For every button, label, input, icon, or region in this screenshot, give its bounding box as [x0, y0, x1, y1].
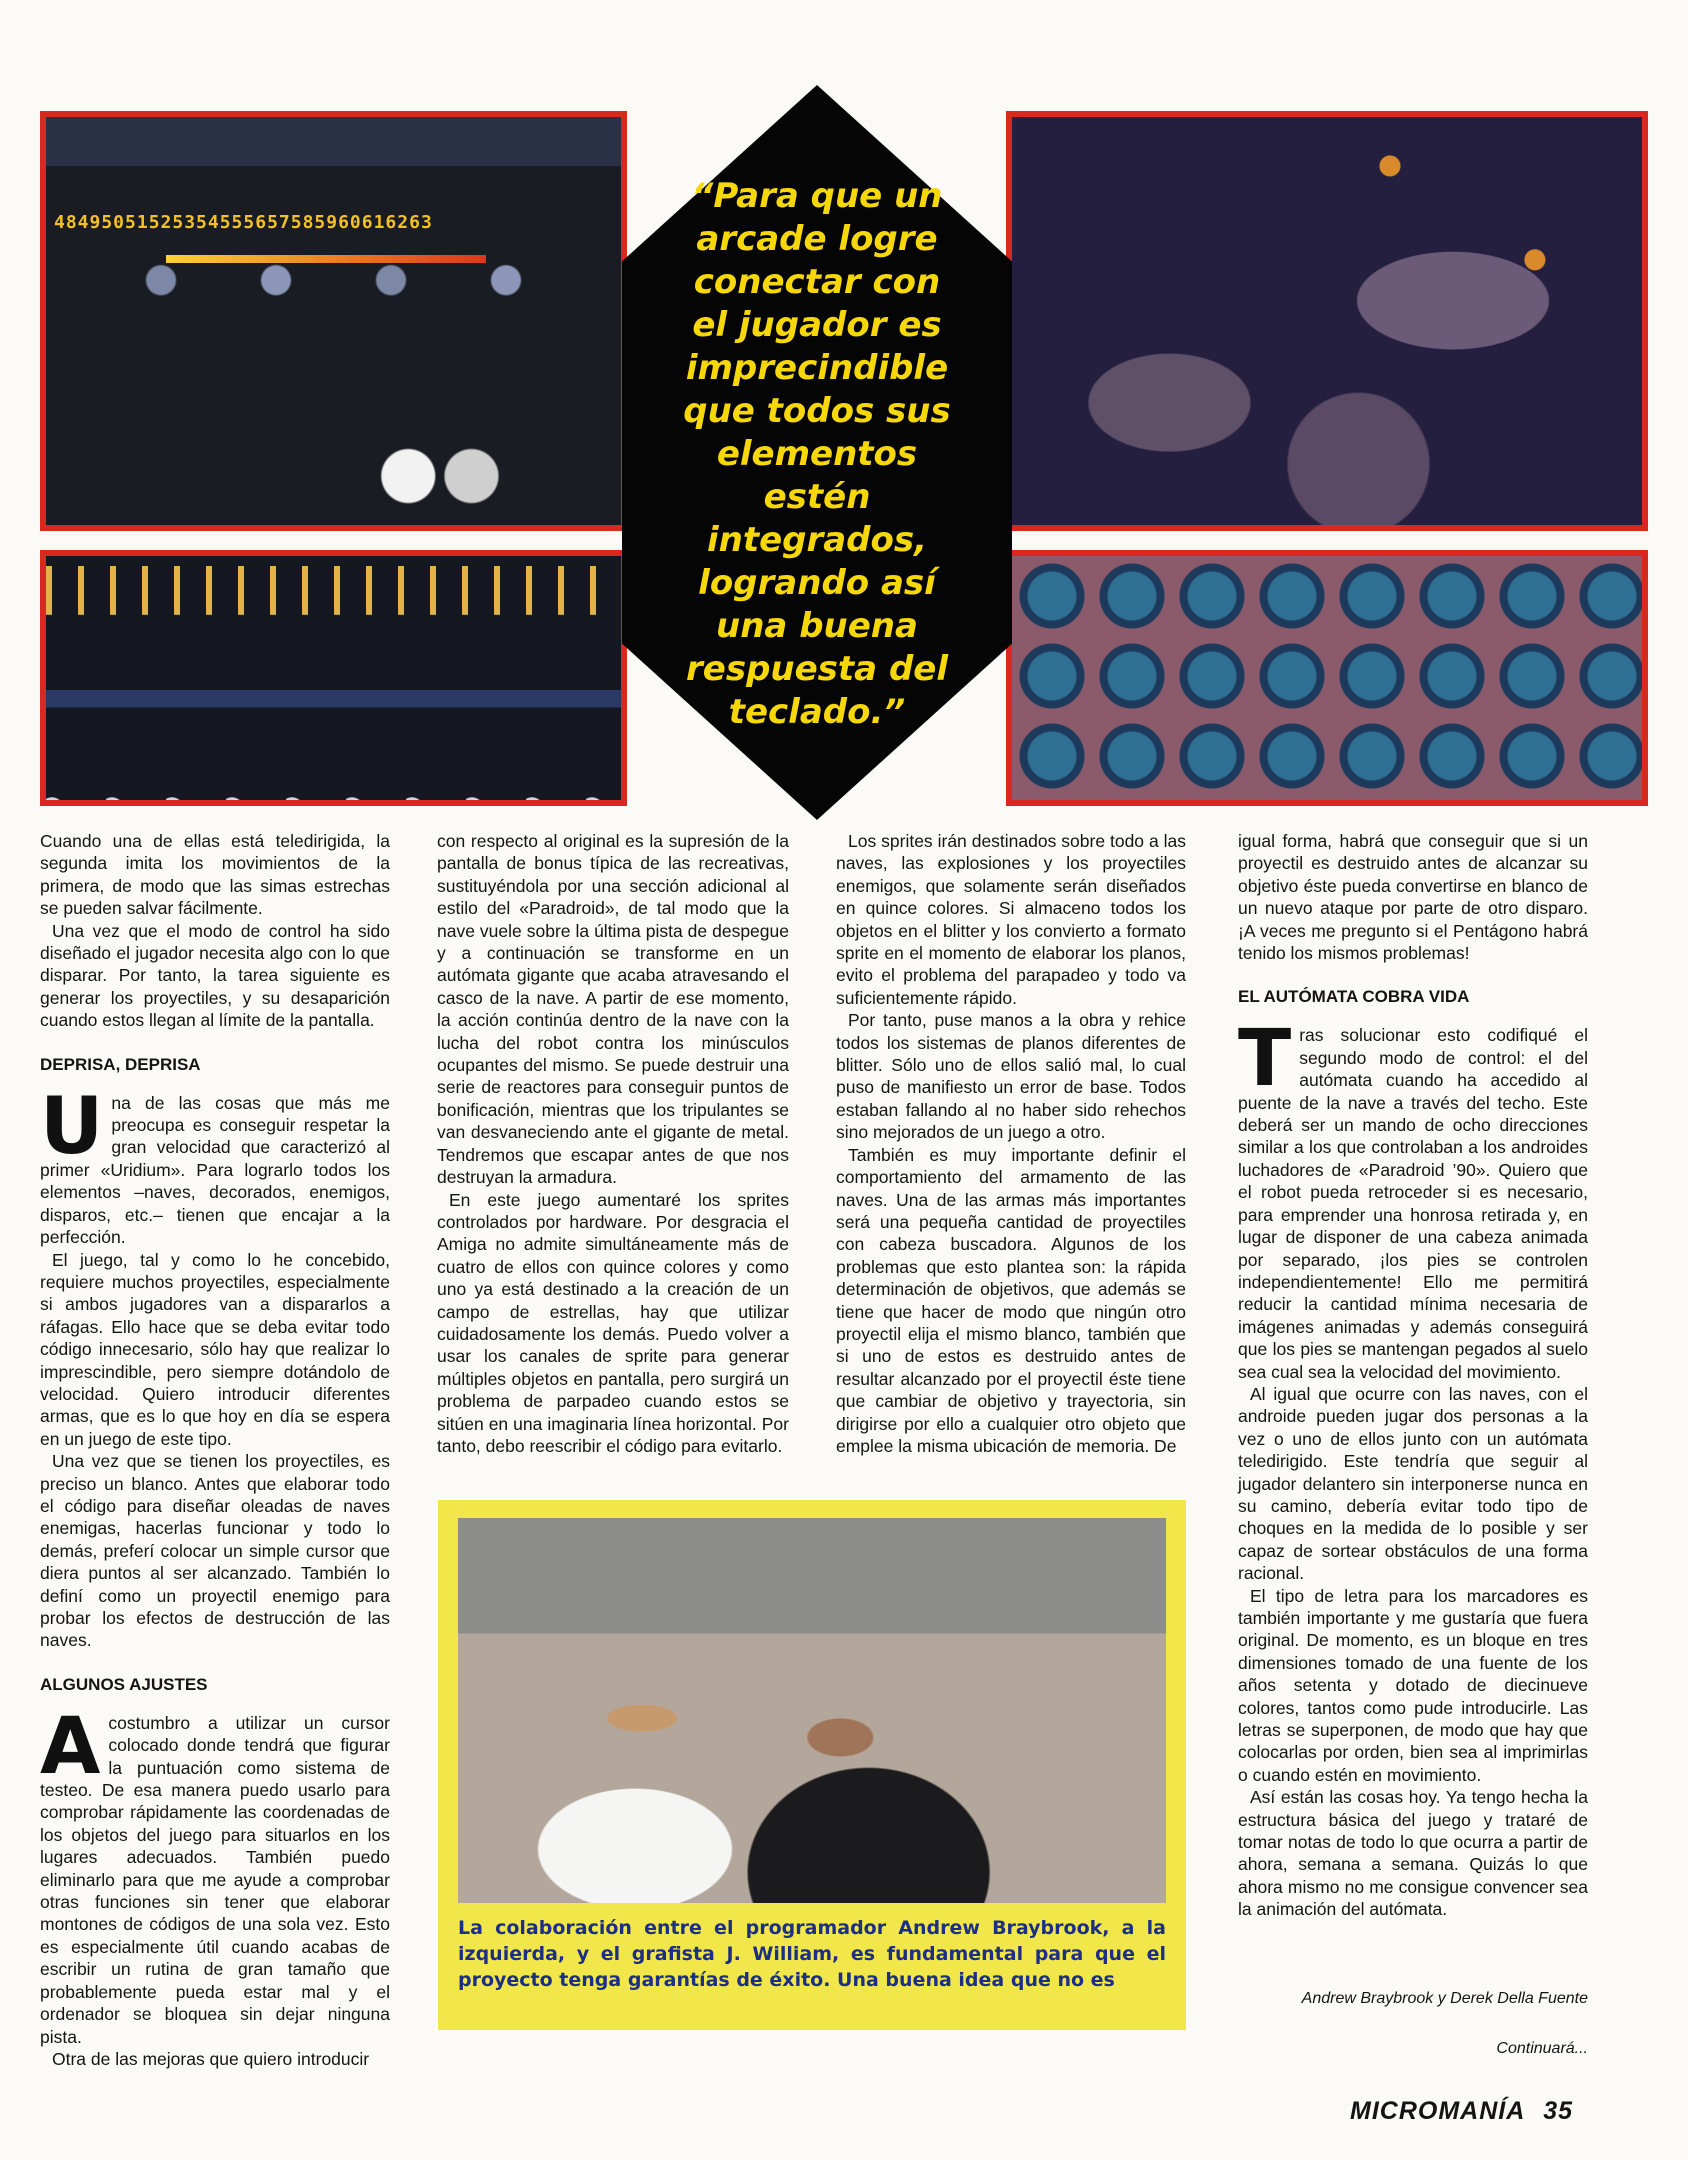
developers-photo	[458, 1518, 1166, 1903]
paragraph: Acostumbro a utilizar un cursor colocado donde tendrá que figurar la puntuación como sistema de testeo. De esa manera puedo usarlo para comprobar rápidamente las coordenadas de los objetos del juego para situarlos en los lugares adecuados. También puedo eliminarlo para que me ayude a comprobar otras funciones sin tener que elaborar montones de códigos de una sola vez. Esto es especialmente útil cuando acabas de escribir un rutina de gran tamaño que probablemente pueda estar mal y el ordenador se bloquea sin dejar ninguna pista.	[40, 1701, 390, 2047]
paragraph: Cuando una de ellas está teledirigida, la segunda imita los movimientos de la primera, de modo que las simas estrechas se pueden salvar fácilmente.	[40, 831, 390, 919]
paragraph: Otra de las mejoras que quiero introducir	[52, 2048, 370, 2069]
paragraph: Al igual que ocurre con las naves, con el androide pueden jugar dos personas a la vez o uno de ellos junto con un autómata teledirigido. Este tendría que seguir al jugador delantero sin interponerse nunca en su camino, debería evitar todo tipo de choques en la medida de lo posible y ser capaz de sortear obstáculos de una forma racional.	[1238, 1383, 1588, 1584]
paragraph: El juego, tal y como lo he concebido, requiere muchos proyectiles, especialmente si ambos jugadores van a dispararlos a ráfagas. Ello hace que se deba evitar todo código innecesario, sólo hay que realizar lo imprescindible, pero siempre dotándolo de velocidad. Quiero introducir diferentes armas, que es lo que hoy en día se espera en un juego de este tipo.	[40, 1249, 390, 1449]
paragraph: Tras solucionar esto codifiqué el segundo modo de control: el del autómata cuando ha accedido al puente de la nave a través del techo. Este deberá ser un mando de ocho direcciones similar a los que controlaban a los androides luchadores de «Paradroid ’90». Quiero que el robot pueda retroceder si es necesario, para emprender una honrosa retirada y, en lugar de disponer de una cabeza animada por separado, ¡los pies se controlen independientemente! Ello me permitirá reducir la cantidad mínima necesaria de imágenes animadas y además conseguirá que los pies se mantengan pegados al suelo sea cual sea la velocidad del movimiento.	[1238, 1014, 1588, 1382]
article-column-1	[40, 830, 390, 2070]
sprite-bar	[166, 255, 486, 263]
paragraph: Los sprites irán destinados sobre todo a las naves, las explosiones y los proyectiles enemigos, que solamente serán diseñados en quince colores. Si almaceno todos los objetos en el blitter y los convierto a formato sprite en el momento de elaborar los planos, evito el problema del parapadeo y todo va suficientemente rápido.	[836, 831, 1186, 1008]
article-column-3	[836, 830, 1186, 1457]
sprite-sheet-screenshot-robots	[1006, 550, 1648, 806]
drop-cap: A	[40, 1701, 101, 1792]
section-heading: EL AUTÓMATA COBRA VIDA	[1238, 987, 1470, 1007]
paragraph: En este juego aumentaré los sprites controlados por hardware. Por desgracia el Amiga no admite simultáneamente más de cuatro de ellos con quince colores y como uno ya está destinado a la creación de un campo de estrellas, hay que utilizar cuidadosamente los demás. Puedo volver a usar los canales de sprite para generar múltiples objetos en pantalla, pero surgirá un problema de parpadeo cuando estos se sitúen en una imaginaria línea horizontal. Por tanto, debo reescribir el código para evitarlo.	[437, 1189, 789, 1456]
sprite-sheet-screenshot-1	[40, 111, 627, 531]
paragraph: También es muy importante definir el comportamiento del armamento de las naves. Una de las armas más importantes será una pequeña cantidad de proyectiles con cabeza buscadora. Algunos de los problemas que esto plantea son: la rápida determinación de objetivos, que además se tiene que hacer de modo que ningún otro proyectil elija el mismo blanco, también que si uno de estos es destruido antes de resultar alcanzado por el proyectil éste tiene que cambiar de objetivo y trayectoria, sin dirigirse por ello a cualquier otro objeto que emplee la misma ubicación de memoria. De	[836, 1144, 1186, 1456]
sprite-digits: 4849505152535455565758596061626​3	[54, 212, 433, 233]
section-heading: ALGUNOS AJUSTES	[40, 1674, 208, 1694]
paragraph: Así están las cosas hoy. Ya tengo hecha la estructura básica del juego y trataré de tomar notas de todo lo que ocurra a partir de ahora, semana a semana. Quizás lo que ahora mismo no me consigue convencer sea la animación del autómata.	[1238, 1787, 1588, 1920]
magazine-name: MICROMANÍA	[1350, 2097, 1526, 2125]
photo-box	[438, 1500, 1186, 2030]
paragraph: Una vez que el modo de control ha sido diseñado el jugador necesita algo con lo que disparar. Por tanto, la tarea siguiente es generar los proyectiles, y su desaparición cuando estos llegan al límite de la pantalla.	[40, 920, 390, 1031]
article-column-4	[1238, 830, 1588, 1921]
paragraph: Una vez que se tienen los proyectiles, es preciso un blanco. Antes que elaborar todo el código para diseñar oleadas de naves enemigas, hacerlas funcionar y todo lo demás, preferí colocar un simple cursor que diera puntos al ser alcanzado. También lo definí como un proyectil enemigo para probar los efectos de destrucción de las naves.	[40, 1451, 390, 1651]
drop-cap: T	[1238, 1014, 1292, 1105]
game-screenshot-ships	[1006, 111, 1648, 531]
paragraph: con respecto al original es la supresión de la pantalla de bonus típica de las recreativas, sustituyéndola por una sección adicional al estilo del «Paradroid», de tal modo que la nave vuele sobre la última pista de despegue y a continuación se transforme en un autómata gigante que acaba atravesando el casco de la nave. A partir de ese momento, la acción continúa dentro de la nave con la lucha del robot contra los minúsculos ocupantes del mismo. Se puede destruir una serie de reactores para conseguir puntos de bonificación, mientras que los tripulantes se van desvaneciendo ante el gigante de metal. Tendremos que escapar antes de que nos destruyan la armadura.	[437, 831, 789, 1188]
paragraph: Por tanto, puse manos a la obra y rehice todos los sistemas de planos diferentes de blitter. Sólo uno de ellos salió mal, lo cual puso de manifiesto un error de base. Todos estaban fallando al no haber sido rehechos sino mejorados de un juego a otro.	[836, 1010, 1186, 1143]
pull-quote: “Para que un arcade logre conectar con el jugador es imprecindible que todos sus elementos estén integrados, logrando así una buena respuesta del teclado.”	[683, 176, 951, 732]
paragraph: Una de las cosas que más me preocupa es conseguir respetar la gran velocidad que caracterizó al primer «Uridium». Para lograrlo todos los elementos –naves, decorados, enemigos, disparos, etc.– tienen que encajar a la perfección.	[40, 1081, 390, 1248]
paragraph: igual forma, habrá que conseguir que si un proyectil es destruido antes de alcanzar su objetivo éste pueda convertirse en blanco de un nuevo ataque por parte de otro disparo. ¡A veces me pregunto si el Pentágono habrá tenido los mismos problemas!	[1238, 831, 1588, 964]
page-footer	[1350, 2097, 1573, 2126]
article-column-2	[437, 830, 789, 1457]
drop-cap: U	[40, 1081, 104, 1172]
sprite-sheet-screenshot-2	[40, 550, 627, 806]
paragraph: El tipo de letra para los marcadores es también importante y me gustaría que fuera original. De momento, es un bloque en tres dimensiones tomado de una fuente de los años setenta y dotado de diecinueve colores, tantos como pude introducirle. Las letras se superponen, de modo que hay que colocarlas por orden, bien sea al imprimirlas o cuando estén en movimiento.	[1238, 1585, 1588, 1785]
author-signature: Andrew Braybrook y Derek Della Fuente	[1301, 1990, 1588, 2007]
section-heading: DEPRISA, DEPRISA	[40, 1054, 201, 1074]
continued-note: Continuará...	[1496, 2040, 1588, 2057]
page-number: 35	[1543, 2097, 1574, 2125]
photo-caption: La colaboración entre el programador Andrew Braybrook, a la izquierda, y el grafista J. William, es fundamental para que el proyecto tenga garantías de éxito. Una buena idea que no es	[458, 1917, 1166, 1991]
